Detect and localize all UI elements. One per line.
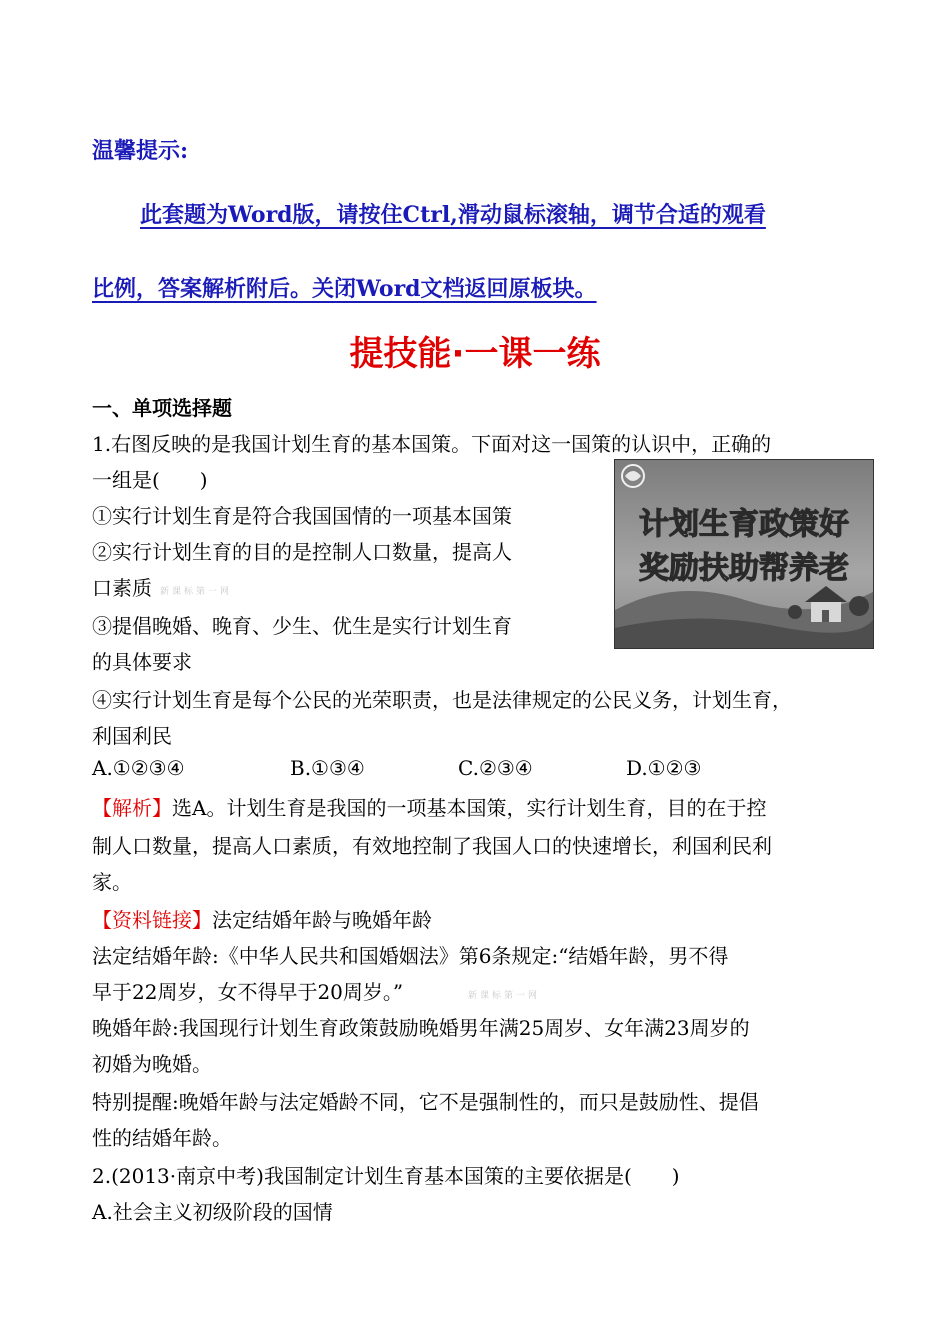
- q1-item-3-line2: 的具体要求: [92, 650, 192, 674]
- link-p2-line2: 初婚为晚婚。: [92, 1052, 212, 1076]
- q1-option-c: C.②③④: [458, 756, 533, 780]
- link-p1-line2: 早于22周岁，女不得早于20周岁。”: [92, 980, 404, 1004]
- q1-option-b: B.①③④: [290, 756, 365, 780]
- analysis-tag: 【解析】: [92, 796, 172, 820]
- link-p2-line1: 晚婚年龄:我国现行计划生育政策鼓励晚婚男年满25周岁、女年满23周岁的: [92, 1016, 750, 1040]
- analysis-line2: 制人口数量，提高人口素质，有效地控制了我国人口的快速增长，利国利民利: [92, 834, 772, 858]
- poster-line-2: 奖励扶助帮养老: [639, 551, 849, 586]
- q1-item-4-line1: ④实行计划生育是每个公民的光荣职责，也是法律规定的公民义务，计划生育，: [92, 688, 792, 712]
- section-title: 一、单项选择题: [92, 396, 232, 420]
- q1-item-3-line1: ③提倡晚婚、晚育、少生、优生是实行计划生育: [92, 614, 512, 638]
- q1-option-a: A.①②③④: [92, 756, 185, 780]
- link-p3-line1: 特别提醒:晚婚年龄与法定婚龄不同，它不是强制性的，而只是鼓励性、提倡: [92, 1090, 759, 1114]
- link-tag: 【资料链接】: [92, 908, 212, 932]
- link-p3-line2: 性的结婚年龄。: [92, 1126, 232, 1150]
- family-planning-poster: [614, 459, 874, 649]
- q2-option-a: A.社会主义初级阶段的国情: [92, 1200, 333, 1224]
- watermark-2: 新课标第一网: [468, 991, 541, 1001]
- q1-stem-line2: 一组是( ): [92, 468, 208, 492]
- q1-option-d: D.①②③: [626, 756, 702, 780]
- analysis-line1: [92, 792, 766, 821]
- q1-item-4-line2: 利国利民: [92, 724, 172, 748]
- q1-item-2-line2: 口素质: [92, 576, 152, 600]
- tip-line-1: 此套题为Word版，请按住Ctrl,滑动鼠标滚轴，调节合适的观看: [140, 202, 766, 228]
- q1-item-1: ①实行计划生育是符合我国国情的一项基本国策: [92, 504, 512, 528]
- link-header: [92, 904, 432, 933]
- q1-stem-line1: 1.右图反映的是我国计划生育的基本国策。下面对这一国策的认识中，正确的: [92, 432, 772, 456]
- q1-item-2-line1: ②实行计划生育的目的是控制人口数量，提高人: [92, 540, 512, 564]
- link-title: 法定结婚年龄与晚婚年龄: [212, 908, 432, 932]
- page-title: 提技能·一课一练: [349, 334, 601, 374]
- watermark: 新课标第一网: [160, 587, 233, 597]
- poster-line-1: 计划生育政策好: [639, 507, 849, 542]
- analysis-line3: 家。: [92, 870, 132, 894]
- tip-title: 温馨提示:: [92, 138, 189, 164]
- analysis-text-1: 选A。计划生育是我国的一项基本国策，实行计划生育，目的在于控: [172, 796, 767, 820]
- link-p1-line1: 法定结婚年龄:《中华人民共和国婚姻法》第6条规定:“结婚年龄，男不得: [92, 944, 729, 968]
- tip-line-2: 比例，答案解析附后。关闭Word文档返回原板块。: [92, 276, 597, 302]
- q2-stem: 2.(2013·南京中考)我国制定计划生育基本国策的主要依据是( ): [92, 1164, 680, 1188]
